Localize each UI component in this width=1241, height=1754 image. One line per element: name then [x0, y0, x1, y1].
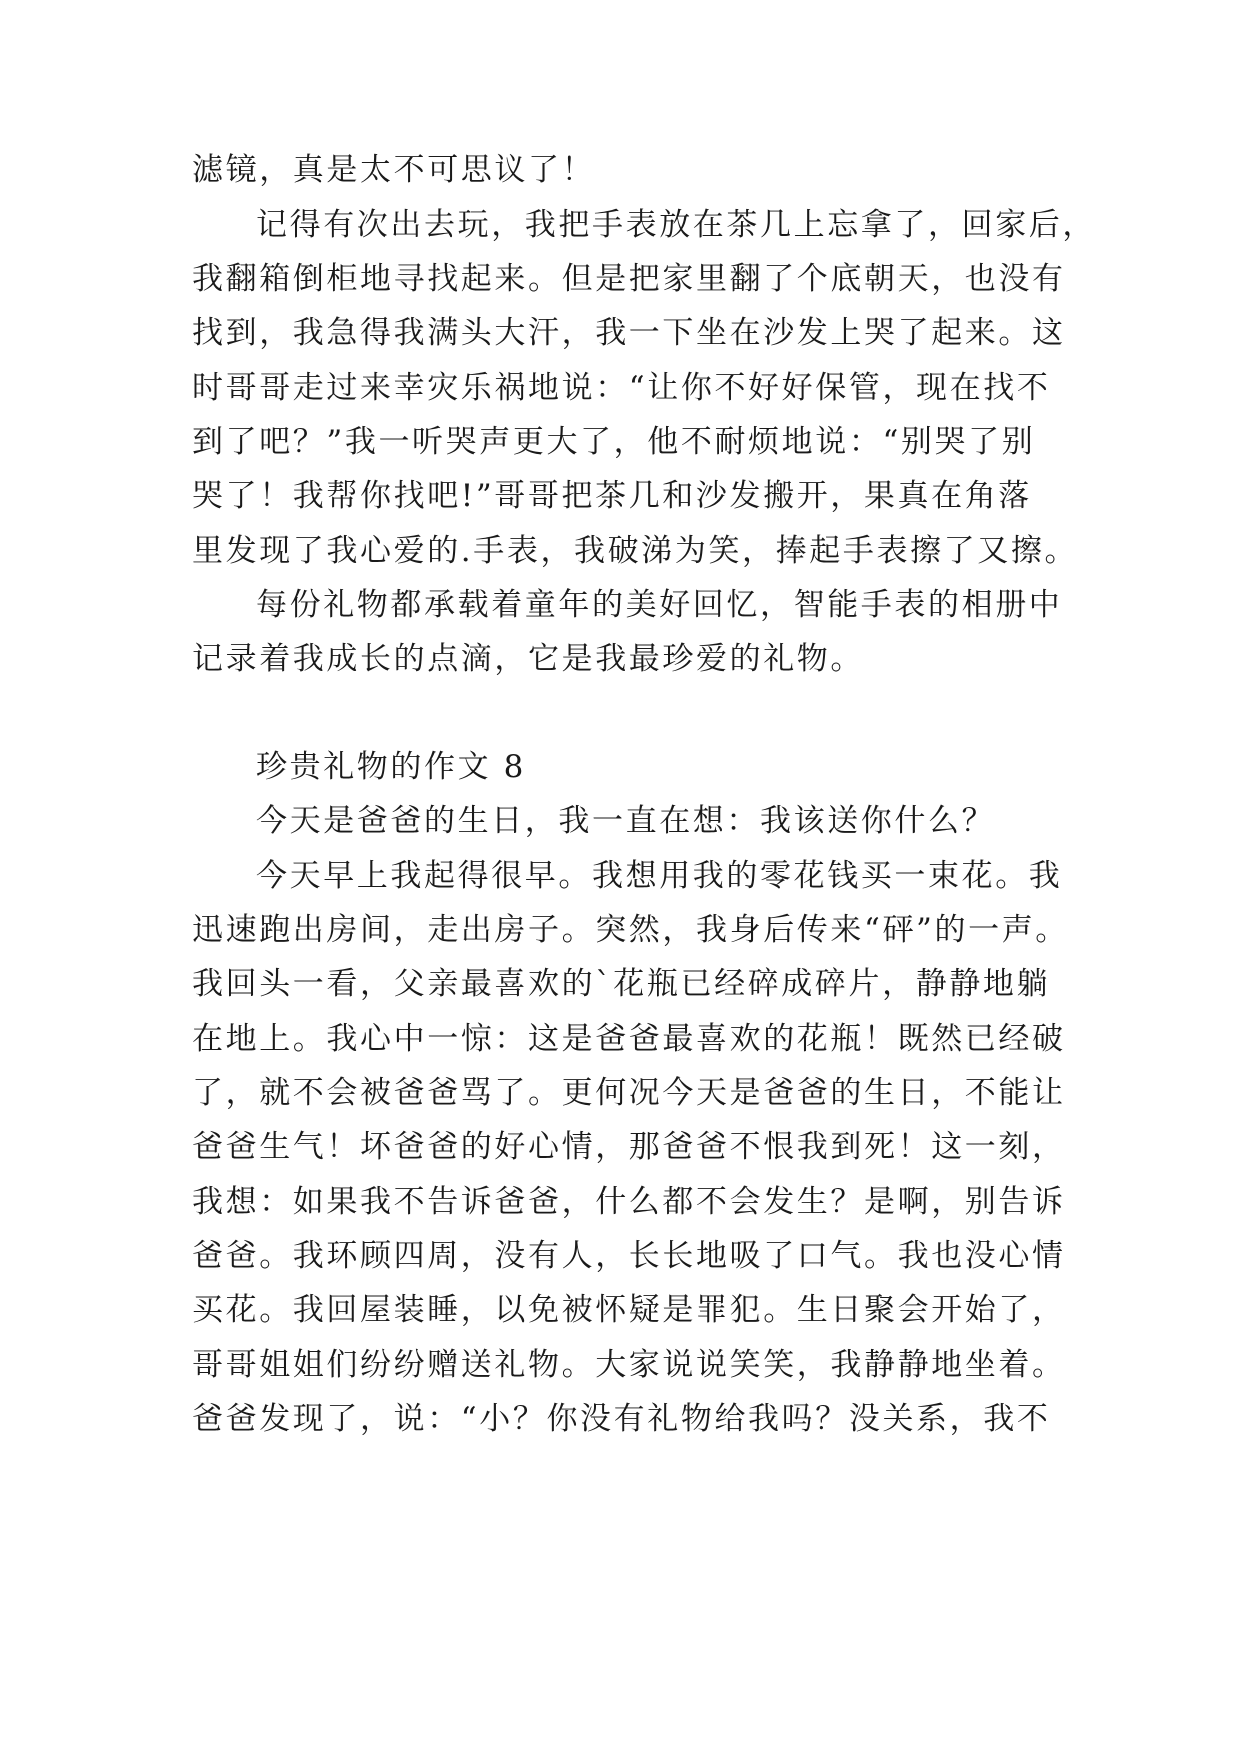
text-line-19: 我想：如果我不告诉爸爸，什么都不会发生？是啊，别告诉	[192, 1184, 1066, 1220]
text-line-14: 迅速跑出房间，走出房子。突然，我身后传来“砰”的一声。	[192, 912, 1069, 948]
text-line-1: 滤镜，真是太不可思议了！	[192, 152, 596, 188]
text-line-20: 爸爸。我环顾四周，没有人，长长地吸了口气。我也没心情	[192, 1238, 1066, 1274]
text-line-3: 我翻箱倒柜地寻找起来。但是把家里翻了个底朝天，也没有	[192, 261, 1066, 297]
text-line-16: 在地上。我心中一惊：这是爸爸最喜欢的花瓶！既然已经破	[192, 1021, 1066, 1057]
text-line-17: 了，就不会被爸爸骂了。更何况今天是爸爸的生日，不能让	[192, 1075, 1066, 1111]
text-line-23: 爸爸发现了，说：“小？你没有礼物给我吗？没关系，我不	[192, 1401, 1051, 1437]
text-line-7: 哭了！我帮你找吧!”哥哥把茶几和沙发搬开，果真在角落	[192, 478, 1032, 514]
text-line-9: 每份礼物都承载着童年的美好回忆，智能手表的相册中	[256, 587, 1063, 623]
text-line-5: 时哥哥走过来幸灾乐祸地说：“让你不好好保管，现在找不	[192, 370, 1051, 406]
text-line-15: 我回头一看，父亲最喜欢的`花瓶已经碎成碎片，静静地躺	[192, 966, 1051, 1002]
text-line-10: 记录着我成长的点滴，它是我最珍爱的礼物。	[192, 641, 864, 677]
text-line-2: 记得有次出去玩，我把手表放在茶几上忘拿了，回家后，	[256, 207, 1096, 243]
text-line-8: 里发现了我心爱的.手表，我破涕为笑，捧起手表擦了又擦。	[192, 533, 1079, 569]
text-line-13: 今天早上我起得很早。我想用我的零花钱买一束花。我	[256, 858, 1063, 894]
text-line-4: 找到，我急得我满头大汗，我一下坐在沙发上哭了起来。这	[192, 315, 1066, 351]
section-title: 珍贵礼物的作文 8	[256, 749, 526, 785]
text-line-12: 今天是爸爸的生日，我一直在想：我该送你什么？	[256, 803, 996, 839]
text-line-22: 哥哥姐姐们纷纷赠送礼物。大家说说笑笑，我静静地坐着。	[192, 1347, 1066, 1383]
text-line-6: 到了吧？”我一听哭声更大了，他不耐烦地说：“别哭了别	[192, 424, 1036, 460]
text-line-21: 买花。我回屋装睡，以免被怀疑是罪犯。生日聚会开始了，	[192, 1292, 1066, 1328]
text-line-18: 爸爸生气！坏爸爸的好心情，那爸爸不恨我到死！这一刻，	[192, 1129, 1066, 1165]
